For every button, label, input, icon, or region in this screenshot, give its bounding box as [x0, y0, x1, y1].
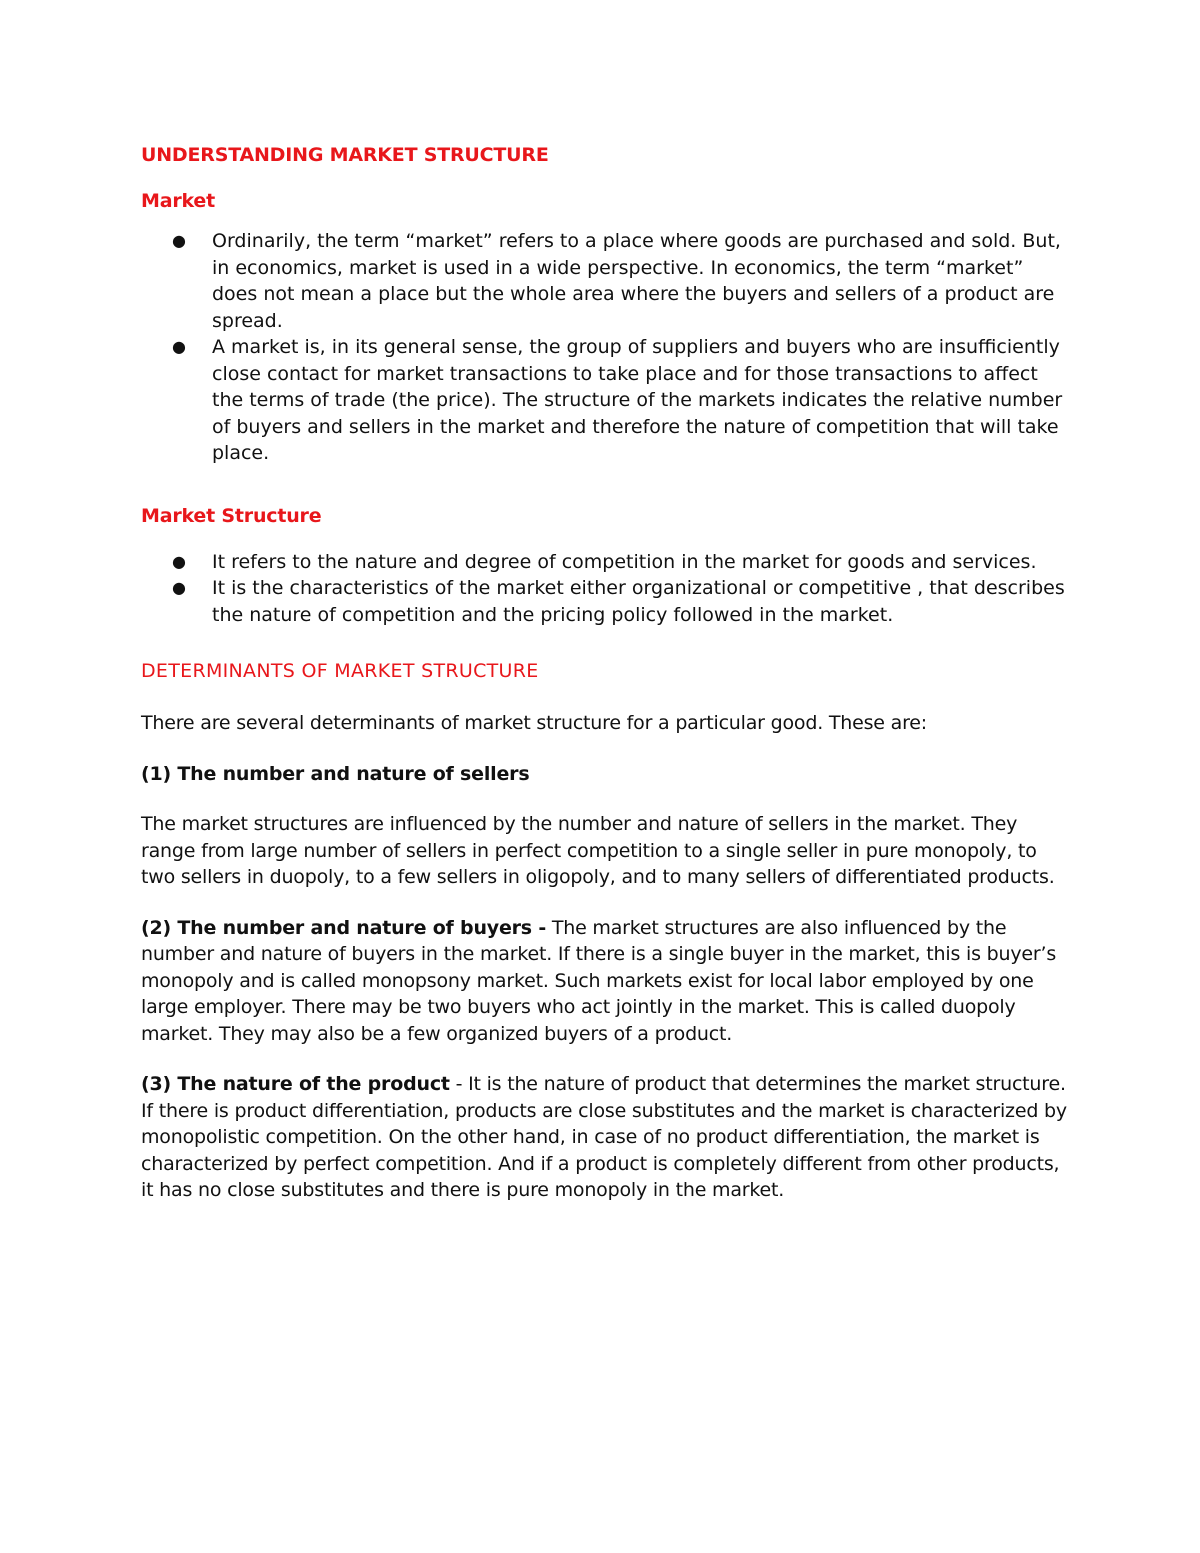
bullet-dot-icon: ● — [172, 551, 186, 571]
market-bullet-list — [141, 228, 1071, 467]
document-page — [141, 140, 1071, 1204]
determinant-3-paragraph — [141, 1071, 1071, 1204]
list-item — [141, 549, 1071, 576]
list-item-text: It is the characteristics of the market either organizational or competitive , that describes the nature of competition and the pricing policy followed in the market. — [212, 577, 1065, 626]
determinant-2-title: (2) The number and nature of buyers - — [141, 916, 547, 939]
determinant-3-text: - It is the nature of product that determines the market structure. If there is product differentiation, products are close substitutes and the market is characterized by monopolistic competition. On the other hand, in case of no product differentiation, the market is characterized by perfect competition. And if a product is completely different from other products, it has no close substitutes and there is pure monopoly in the market. — [141, 1073, 1067, 1201]
determinant-2-paragraph — [141, 915, 1071, 1048]
bullet-dot-icon: ● — [172, 578, 186, 597]
market-structure-heading: Market Structure — [141, 504, 322, 527]
determinants-intro: There are several determinants of market structure for a particular good. These are: — [141, 712, 927, 734]
determinant-2-text: The market structures are also influenced by the number and nature of buyers in the market. If there is a single buyer in the market, this is buyer’s monopoly and is called monopsony market. Such markets exist for local labor employed by one large employer. There may be two buyers who act jointly in the market. This is called duopoly market. They may also be a few organized buyers of a product. — [141, 916, 1057, 1045]
bullet-dot-icon: ● — [172, 231, 186, 250]
determinant-1-title: (1) The number and nature of sellers — [141, 762, 530, 785]
market-structure-bullet-list — [141, 549, 1071, 629]
list-item — [141, 228, 1071, 334]
list-item-text: Ordinarily, the term “market” refers to a place where goods are purchased and sold. But, in economics, market is used in a wide perspective. In economics, the term “market” does not mean a place but the whole area where the buyers and sellers of a product are spread. — [212, 230, 1061, 332]
list-item-text: A market is, in its general sense, the group of suppliers and buyers who are insufficiently close contact for market transactions to take place and for those transactions to affect the terms of trade (the price). The structure of the markets indicates the relative number of buyers and sellers in the market and therefore the nature of competition that will take place. — [212, 336, 1063, 464]
page-title: UNDERSTANDING MARKET STRUCTURE — [141, 144, 549, 166]
market-heading: Market — [141, 190, 215, 212]
list-item — [141, 575, 1071, 628]
list-item-text: It refers to the nature and degree of competition in the market for goods and services. — [212, 550, 1037, 573]
determinant-1-text: The market structures are influenced by the number and nature of sellers in the market. They range from large number of sellers in perfect competition to a single seller in pure monopoly, to two sellers in duopoly, to a few sellers in oligopoly, and to many sellers of differentiated products. — [141, 813, 1055, 888]
determinant-3-title: (3) The nature of the product — [141, 1073, 450, 1095]
bullet-dot-icon: ● — [172, 337, 186, 356]
list-item — [141, 334, 1071, 467]
determinants-heading: DETERMINANTS OF MARKET STRUCTURE — [141, 660, 539, 682]
